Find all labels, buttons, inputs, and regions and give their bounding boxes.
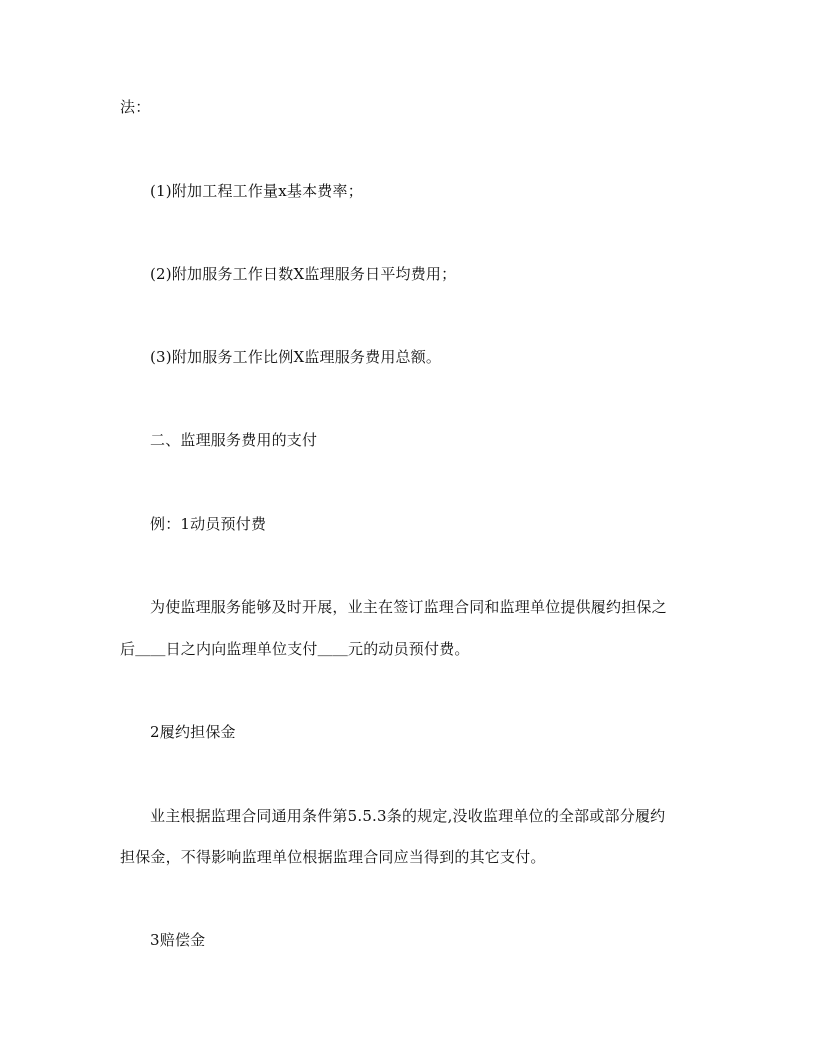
list-item-formula-1: (1)附加工程工作量x基本费率； [150, 182, 363, 200]
paragraph-bond-line-2: 担保金，不得影响监理单位根据监理合同应当得到的其它支付。 [120, 848, 546, 866]
paragraph-mobilization-line-1: 为使监理服务能够及时开展，业主在签订监理合同和监理单位提供履约担保之 [150, 598, 667, 616]
paragraph-mobilization-line-2: 后＿＿日之内向监理单位支付＿＿元的动员预付费。 [120, 640, 470, 658]
subheading-compensation: 3赔偿金 [150, 931, 206, 949]
subheading-performance-bond: 2履约担保金 [150, 723, 236, 741]
paragraph-bond-line-1: 业主根据监理合同通用条件第5.5.3条的规定,没收监理单位的全部或部分履约 [150, 807, 666, 825]
subheading-mobilization: 例：1动员预付费 [150, 515, 267, 533]
list-item-formula-2: (2)附加服务工作日数X监理服务日平均费用； [150, 265, 457, 283]
section-heading-payment: 二、监理服务费用的支付 [150, 431, 318, 449]
list-item-formula-3: (3)附加服务工作比例X监理服务费用总额。 [150, 348, 442, 366]
text-line-fa: 法： [120, 98, 151, 116]
